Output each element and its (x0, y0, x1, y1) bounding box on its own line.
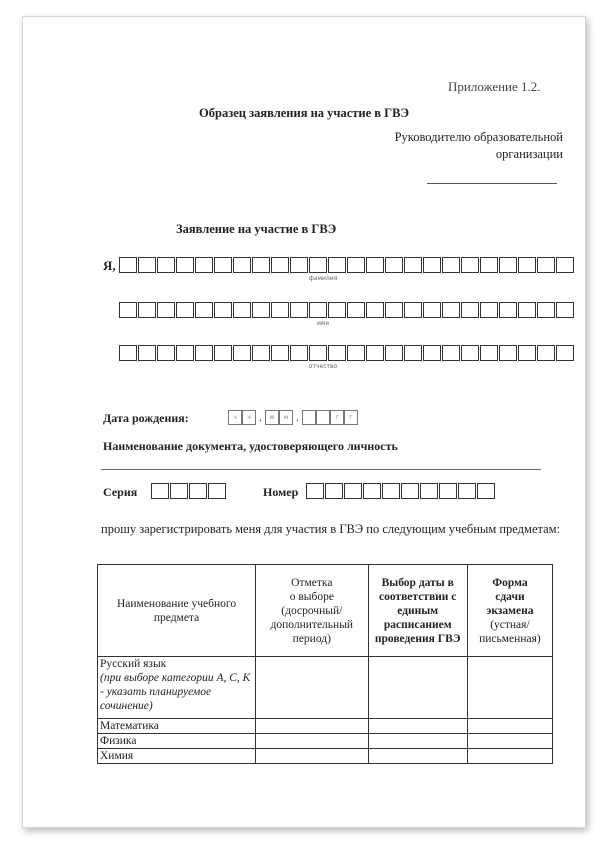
char-cell[interactable] (347, 302, 365, 318)
ya-label: Я, (103, 258, 116, 273)
identity-doc-label: Наименование документа, удостоверяющего личность (103, 439, 398, 453)
char-cell[interactable] (366, 302, 384, 318)
char-cell[interactable] (363, 483, 381, 499)
char-cell[interactable] (214, 345, 232, 361)
char-cell[interactable] (499, 257, 517, 273)
form-cell[interactable] (467, 749, 552, 764)
char-cell[interactable] (458, 483, 476, 499)
application-title: Заявление на участие в ГВЭ (176, 222, 337, 236)
char-cell[interactable] (347, 345, 365, 361)
dob-separator: . (259, 410, 262, 424)
form-cell[interactable] (467, 657, 552, 719)
char-cell[interactable] (214, 257, 232, 273)
appendix-label: Приложение 1.2. (448, 79, 541, 94)
char-cell[interactable] (252, 345, 270, 361)
header-subject: Наименование учебного предмета (98, 565, 256, 657)
surname-cells[interactable] (119, 257, 575, 273)
application-form-page (22, 16, 586, 828)
char-cell[interactable] (271, 302, 289, 318)
char-cell[interactable] (189, 483, 207, 499)
header-text: (досрочный/ (281, 604, 343, 617)
char-cell[interactable] (480, 257, 498, 273)
char-cell[interactable] (195, 345, 213, 361)
char-cell[interactable] (366, 257, 384, 273)
char-cell[interactable] (499, 345, 517, 361)
table-header-row (98, 565, 553, 657)
surname-caption: фамилия (308, 275, 338, 282)
char-cell[interactable] (214, 302, 232, 318)
form-title: Образец заявления на участие в ГВЭ (199, 106, 409, 120)
mark-cell[interactable] (256, 657, 368, 719)
char-cell[interactable] (344, 483, 362, 499)
header-text: (устная/ (490, 618, 530, 631)
char-cell[interactable] (119, 302, 137, 318)
char-cell[interactable] (170, 483, 188, 499)
char-cell[interactable] (404, 345, 422, 361)
table-row (98, 657, 553, 719)
char-cell[interactable] (195, 302, 213, 318)
char-cell[interactable] (518, 302, 536, 318)
char-cell[interactable] (347, 257, 365, 273)
identity-doc-line[interactable] (101, 469, 541, 470)
char-cell[interactable] (442, 345, 460, 361)
header-mark (256, 565, 368, 657)
header-text: Отметка (291, 576, 333, 589)
header-text: сдачи (495, 590, 525, 603)
surname-field[interactable] (119, 257, 575, 273)
series-field[interactable] (151, 483, 227, 499)
char-cell[interactable] (252, 302, 270, 318)
char-cell[interactable] (138, 302, 156, 318)
char-cell[interactable] (537, 345, 555, 361)
number-field[interactable] (306, 483, 496, 499)
header-form (467, 565, 552, 657)
patronymic-cells[interactable] (119, 345, 575, 361)
char-cell[interactable] (309, 345, 327, 361)
char-cell[interactable] (439, 483, 457, 499)
recipient-signature-line[interactable] (427, 183, 557, 184)
subject-name: Химия (98, 749, 256, 764)
char-cell[interactable] (290, 302, 308, 318)
char-cell[interactable] (325, 483, 343, 499)
name-cells[interactable] (119, 302, 575, 318)
series-label: Серия (103, 485, 138, 499)
char-cell[interactable] (518, 345, 536, 361)
dob-year-cell[interactable] (316, 410, 330, 425)
char-cell[interactable] (556, 345, 574, 361)
header-text: письменная) (479, 632, 541, 645)
char-cell[interactable] (442, 257, 460, 273)
char-cell[interactable] (537, 257, 555, 273)
char-cell[interactable] (157, 302, 175, 318)
char-cell[interactable] (290, 345, 308, 361)
date-cell[interactable] (368, 749, 467, 764)
name-caption: имя (316, 320, 330, 327)
date-cell[interactable] (368, 734, 467, 749)
char-cell[interactable] (556, 257, 574, 273)
char-cell[interactable] (151, 483, 169, 499)
dob-year-cell[interactable] (302, 410, 316, 425)
patronymic-field[interactable] (119, 345, 575, 361)
mark-cell[interactable] (256, 719, 368, 734)
dob-label: Дата рождения: (103, 411, 189, 425)
char-cell[interactable] (420, 483, 438, 499)
char-cell[interactable] (537, 302, 555, 318)
char-cell[interactable] (271, 257, 289, 273)
mark-cell[interactable] (256, 749, 368, 764)
char-cell[interactable] (138, 345, 156, 361)
char-cell[interactable] (404, 257, 422, 273)
table-row (98, 749, 553, 764)
dob-day-cell[interactable]: ч (242, 410, 256, 425)
char-cell[interactable] (271, 345, 289, 361)
char-cell[interactable] (290, 257, 308, 273)
subject-note: (при выборе категории А, С, К - указать планируемое сочинение) (100, 672, 251, 712)
recipient-block (363, 129, 563, 163)
char-cell[interactable] (480, 302, 498, 318)
char-cell[interactable] (366, 345, 384, 361)
char-cell[interactable] (176, 345, 194, 361)
char-cell[interactable] (480, 345, 498, 361)
char-cell[interactable] (556, 302, 574, 318)
subject-name: Математика (98, 719, 256, 734)
subject-cell (98, 657, 256, 719)
char-cell[interactable] (157, 345, 175, 361)
dob-separator: . (296, 410, 299, 424)
name-field[interactable] (119, 302, 575, 318)
char-cell[interactable] (382, 483, 400, 499)
recipient-line-2: организации (495, 147, 563, 161)
subjects-table (97, 564, 553, 764)
dob-day-cell[interactable]: ч (228, 410, 242, 425)
recipient-line-1: Руководителю образовательной (394, 130, 563, 144)
subject-name: Русский язык (100, 658, 167, 670)
header-text: Форма (492, 576, 528, 589)
header-text: о выборе (289, 590, 334, 603)
char-cell[interactable] (385, 345, 403, 361)
char-cell[interactable] (423, 257, 441, 273)
char-cell[interactable] (138, 257, 156, 273)
char-cell[interactable] (461, 302, 479, 318)
char-cell[interactable] (233, 257, 251, 273)
dob-year-cell[interactable]: г (344, 410, 358, 425)
char-cell[interactable] (385, 302, 403, 318)
char-cell[interactable] (461, 345, 479, 361)
char-cell[interactable] (423, 302, 441, 318)
char-cell[interactable] (423, 345, 441, 361)
mark-cell[interactable] (256, 734, 368, 749)
header-text: период) (292, 632, 331, 645)
char-cell[interactable] (401, 483, 419, 499)
char-cell[interactable] (518, 257, 536, 273)
char-cell[interactable] (119, 345, 137, 361)
subject-name: Физика (98, 734, 256, 749)
table-row (98, 734, 553, 749)
dob-field[interactable] (228, 410, 358, 425)
char-cell[interactable] (499, 302, 517, 318)
form-cell[interactable] (467, 734, 552, 749)
patronymic-caption: отчество (308, 363, 338, 370)
char-cell[interactable] (233, 302, 251, 318)
char-cell[interactable] (195, 257, 213, 273)
char-cell[interactable] (328, 302, 346, 318)
char-cell[interactable] (461, 257, 479, 273)
char-cell[interactable] (233, 345, 251, 361)
header-text: дополнительный (270, 618, 354, 631)
char-cell[interactable] (119, 257, 137, 273)
date-cell[interactable] (368, 719, 467, 734)
char-cell[interactable] (442, 302, 460, 318)
char-cell[interactable] (385, 257, 403, 273)
header-text: экзамена (486, 604, 534, 617)
char-cell[interactable] (309, 302, 327, 318)
dob-month-cell[interactable]: м (279, 410, 293, 425)
table-row (98, 719, 553, 734)
char-cell[interactable] (176, 302, 194, 318)
char-cell[interactable] (176, 257, 194, 273)
char-cell[interactable] (309, 257, 327, 273)
char-cell[interactable] (208, 483, 226, 499)
header-date: Выбор даты в соответствии с единым расписанием проведения ГВЭ (368, 565, 467, 657)
char-cell[interactable] (328, 345, 346, 361)
char-cell[interactable] (252, 257, 270, 273)
register-request-text: прошу зарегистрировать меня для участия в ГВЭ по следующим учебным предметам: (101, 522, 561, 536)
date-cell[interactable] (368, 657, 467, 719)
number-label: Номер (263, 485, 299, 499)
char-cell[interactable] (306, 483, 324, 499)
char-cell[interactable] (477, 483, 495, 499)
form-cell[interactable] (467, 719, 552, 734)
dob-year-cell[interactable]: г (330, 410, 344, 425)
char-cell[interactable] (328, 257, 346, 273)
char-cell[interactable] (404, 302, 422, 318)
char-cell[interactable] (157, 257, 175, 273)
dob-month-cell[interactable]: м (265, 410, 279, 425)
